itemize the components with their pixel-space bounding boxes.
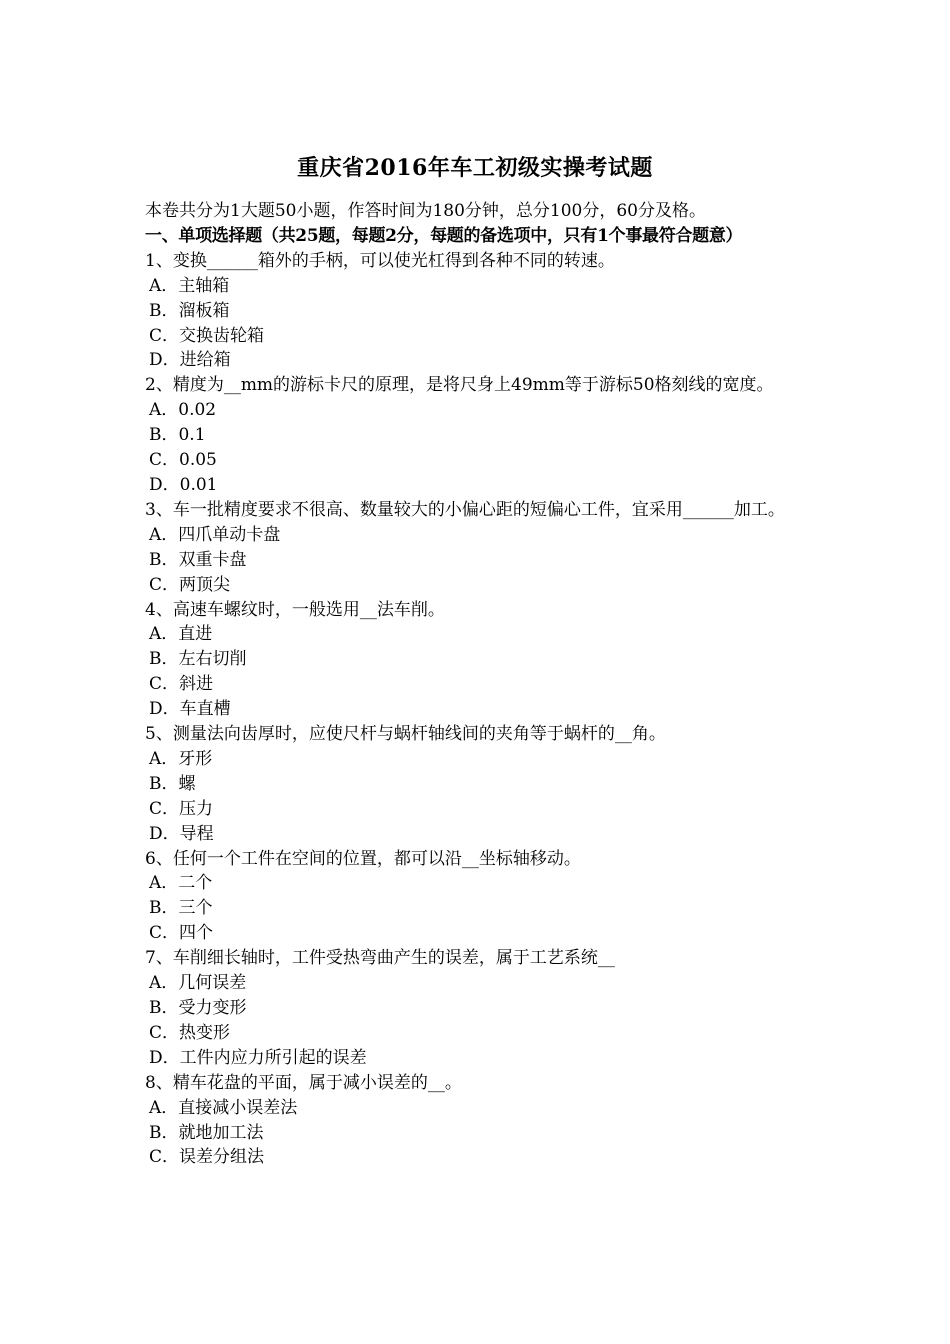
option-c: C．斜进 [149, 674, 214, 695]
section-heading: 一、单项选择题（共25题，每题2分，每题的备选项中，只有1个事最符合题意） [145, 225, 743, 246]
option-a: A．四爪单动卡盘 [149, 524, 281, 545]
option-d: D．进给箱 [149, 350, 231, 371]
document-body [145, 199, 810, 1170]
option-d: D．车直槽 [149, 699, 231, 720]
option-a: A．主轴箱 [149, 275, 230, 296]
question-block [145, 1071, 810, 1171]
option-a: A．牙形 [149, 748, 213, 769]
option-b: B．0.1 [149, 425, 206, 446]
option-b: B．双重卡盘 [149, 549, 247, 570]
option-a: A．直接减小误差法 [149, 1097, 298, 1118]
option-c: C．0.05 [149, 450, 217, 471]
option-c: C．压力 [149, 798, 214, 819]
document-title: 重庆省2016年车工初级实操考试题 [297, 155, 653, 181]
option-b: B．三个 [149, 898, 213, 919]
option-a: A．几何误差 [149, 973, 247, 994]
option-a: A．0.02 [149, 400, 217, 421]
option-c: C．两顶尖 [149, 574, 231, 595]
question-block [145, 946, 810, 1071]
question-block [145, 847, 810, 947]
question-stem: 1、变换______箱外的手柄，可以使光杠得到各种不同的转速。 [145, 250, 615, 271]
question-stem: 5、测量法向齿厚时，应使尺杆与蜗杆轴线间的夹角等于蜗杆的__角。 [145, 724, 666, 745]
intro-text: 本卷共分为1大题50小题，作答时间为180分钟，总分100分，60分及格。 [145, 201, 706, 221]
question-block [145, 373, 810, 498]
question-stem: 4、高速车螺纹时，一般选用__法车削。 [145, 599, 445, 620]
question-stem: 7、车削细长轴时，工件受热弯曲产生的误差，属于工艺系统__ [145, 948, 615, 969]
option-d: D．0.01 [149, 474, 218, 495]
question-block [145, 498, 810, 598]
option-b: B．受力变形 [149, 998, 247, 1018]
question-stem: 8、精车花盘的平面，属于减小误差的__。 [145, 1072, 462, 1093]
option-b: B．就地加工法 [149, 1122, 264, 1143]
option-c: C．热变形 [149, 1022, 231, 1043]
option-b: B．螺 [149, 773, 196, 794]
option-d: D．导程 [149, 823, 214, 844]
option-a: A．二个 [149, 873, 213, 894]
option-c: C．误差分组法 [149, 1147, 265, 1168]
option-b: B．溜板箱 [149, 300, 230, 321]
option-a: A．直进 [149, 624, 213, 645]
option-c: C．四个 [149, 923, 214, 944]
option-b: B．左右切削 [149, 649, 247, 670]
option-c: C．交换齿轮箱 [149, 325, 265, 346]
question-block [145, 249, 810, 374]
question-stem: 3、车一批精度要求不很高、数量较大的小偏心距的短偏心工件，宜采用______加工。 [145, 499, 785, 520]
question-block [145, 722, 810, 847]
question-block [145, 598, 810, 723]
question-stem: 2、精度为__mm的游标卡尺的原理，是将尺身上49mm等于游标50格刻线的宽度。 [145, 375, 774, 396]
option-d: D．工件内应力所引起的误差 [149, 1047, 367, 1068]
question-stem: 6、任何一个工件在空间的位置，都可以沿__坐标轴移动。 [145, 848, 581, 869]
